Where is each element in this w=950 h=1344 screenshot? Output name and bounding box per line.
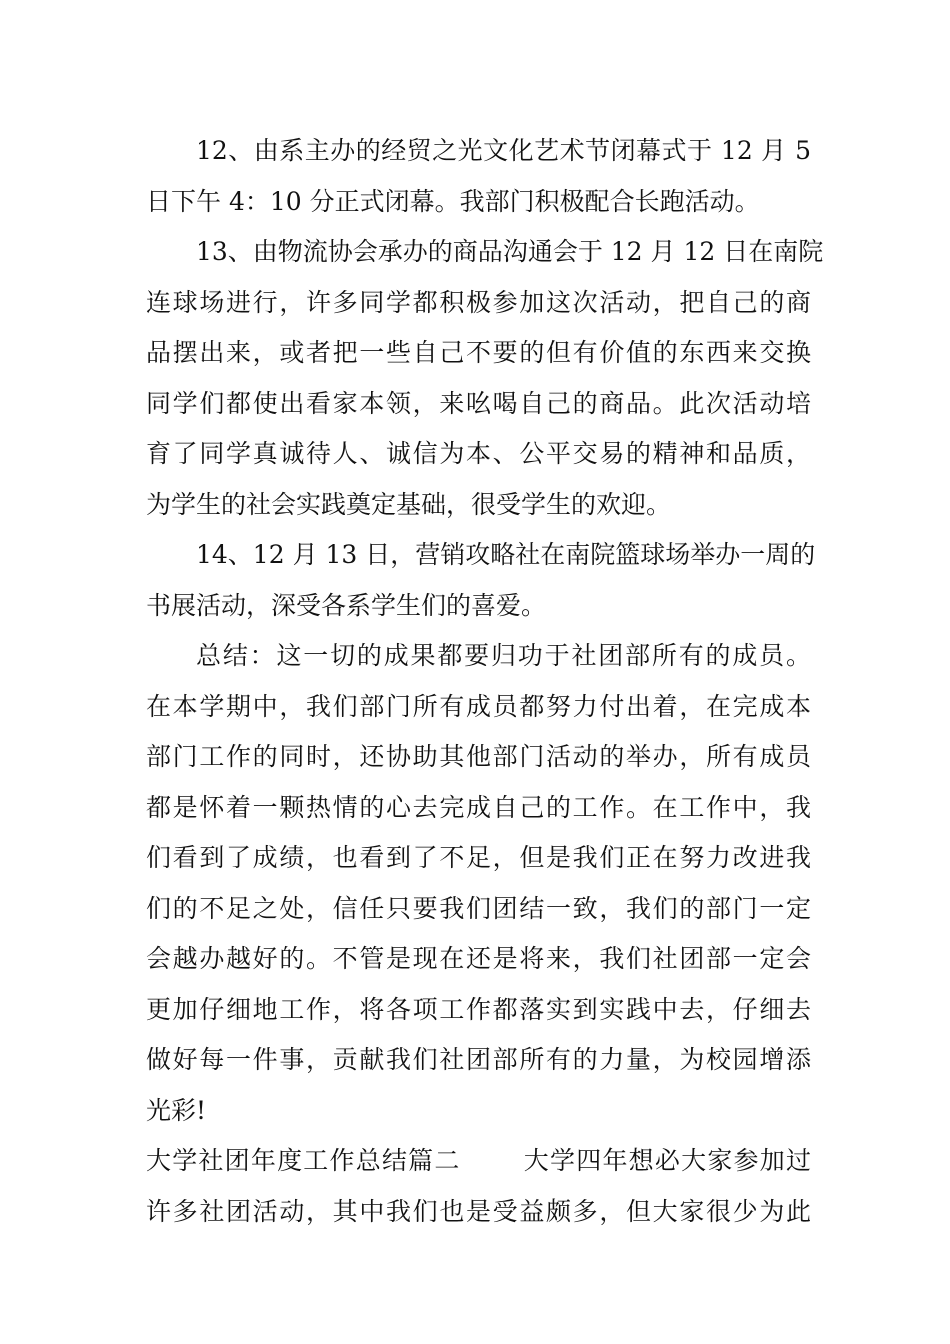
section-intro-line-2: 许多社团活动，其中我们也是受益颇多，但大家很少为此 bbox=[146, 1196, 811, 1226]
paragraph-12-line-1: 12、由系主办的经贸之光文化艺术节闭幕式于 12 月 5 bbox=[196, 136, 811, 165]
section-title: 大学社团年度工作总结篇二 bbox=[146, 1146, 461, 1175]
section-intro-text: 大学四年想必大家参加过 bbox=[522, 1146, 811, 1175]
summary-line-8: 更加仔细地工作，将各项工作都落实到实践中去，仔细去 bbox=[146, 994, 811, 1024]
summary-line-2: 在本学期中，我们部门所有成员都努力付出着，在完成本 bbox=[146, 691, 811, 721]
summary-line-9: 做好每一件事，贡献我们社团部所有的力量，为校园增添 bbox=[146, 1045, 811, 1074]
summary-line-6: 们的不足之处，信任只要我们团结一致，我们的部门一定 bbox=[146, 893, 811, 923]
paragraph-13-line-4: 同学们都使出看家本领，来吆喝自己的商品。此次活动培 bbox=[146, 388, 811, 418]
summary-line-7: 会越办越好的。不管是现在还是将来，我们社团部一定会 bbox=[146, 944, 811, 973]
section-heading-line bbox=[146, 1136, 811, 1187]
summary-line-10: 光彩! bbox=[146, 1095, 207, 1125]
summary-line-3: 部门工作的同时，还协助其他部门活动的举办，所有成员 bbox=[146, 742, 811, 771]
summary-line-1: 总结：这一切的成果都要归功于社团部所有的成员。 bbox=[196, 641, 811, 670]
paragraph-14-line-2: 书展活动，深受各系学生们的喜爱。 bbox=[146, 590, 547, 620]
summary-line-5: 们看到了成绩，也看到了不足，但是我们正在努力改进我 bbox=[146, 843, 811, 872]
paragraph-13-line-1: 13、由物流协会承办的商品沟通会于 12 月 12 日在南院 bbox=[196, 237, 824, 266]
paragraph-13-line-2: 连球场进行，许多同学都积极参加这次活动，把自己的商 bbox=[146, 287, 811, 317]
paragraph-14-line-1: 14、12 月 13 日，营销攻略社在南院篮球场举办一周的 bbox=[196, 540, 816, 569]
document-body bbox=[146, 126, 824, 1237]
paragraph-13-line-5: 育了同学真诚待人、诚信为本、公平交易的精神和品质， bbox=[146, 439, 811, 468]
paragraph-12-line-2: 日下午 4：10 分正式闭幕。我部门积极配合长跑活动。 bbox=[146, 186, 760, 216]
summary-line-4: 都是怀着一颗热情的心去完成自己的工作。在工作中，我 bbox=[146, 792, 811, 822]
paragraph-13-line-6: 为学生的社会实践奠定基础，很受学生的欢迎。 bbox=[146, 489, 672, 519]
paragraph-13-line-3: 品摆出来，或者把一些自己不要的但有价值的东西来交换 bbox=[146, 338, 811, 367]
